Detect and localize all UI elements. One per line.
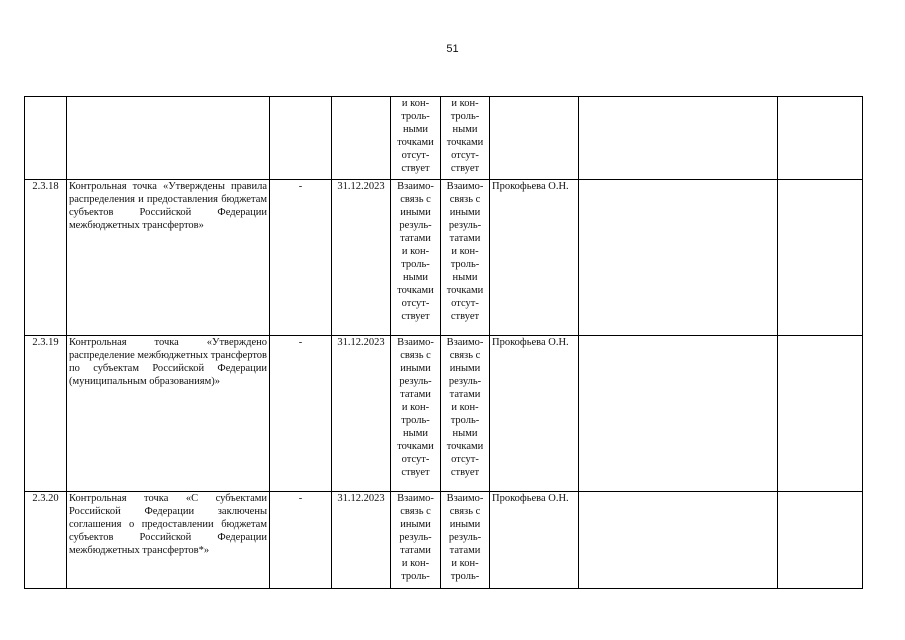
text-line: троль- xyxy=(450,571,480,582)
text-line: Взаимо- xyxy=(397,181,434,192)
cell-date: 31.12.2023 xyxy=(332,336,391,492)
text-line: троль- xyxy=(450,415,480,426)
text-line: троль- xyxy=(450,259,480,270)
cell-dash: - xyxy=(270,336,332,492)
cell-num: 2.3.20 xyxy=(25,492,67,589)
text-line: точками xyxy=(397,285,434,296)
text-line: связь с xyxy=(449,506,481,517)
text-line: иными xyxy=(400,363,431,374)
text-line: и кон- xyxy=(401,402,430,413)
text-line: резуль- xyxy=(448,532,482,543)
cell-responsible xyxy=(490,97,579,180)
cell-relation xyxy=(391,180,441,336)
table-row-continuation xyxy=(25,97,863,180)
cell-date: 31.12.2023 xyxy=(332,492,391,589)
text-line: ствует xyxy=(450,467,480,478)
text-line: точками xyxy=(397,137,434,148)
cell-name: Контрольная точка «Утверждены правила распределения и предоставления бюджетам субъектов Российской Федерации межбюджетных трансфертов» xyxy=(67,180,270,336)
text-line: и кон- xyxy=(401,558,430,569)
text-line: связь с xyxy=(400,506,431,517)
cell-responsible: Прокофьева О.Н. xyxy=(490,336,579,492)
text-line: точками xyxy=(446,441,484,452)
text-line: отсут- xyxy=(451,150,479,161)
text-line: татами xyxy=(449,233,481,244)
cell-dash: - xyxy=(270,180,332,336)
text-line: и кон- xyxy=(451,98,479,109)
text-line: отсут- xyxy=(451,454,479,465)
cell-relation xyxy=(391,492,441,589)
text-line: точками xyxy=(446,285,484,296)
text-line: резуль- xyxy=(399,532,432,543)
cell-date xyxy=(332,97,391,180)
cell-empty-2 xyxy=(778,180,863,336)
text-line: Взаимо- xyxy=(446,337,484,348)
text-line: и кон- xyxy=(451,558,479,569)
cell-num xyxy=(25,97,67,180)
text-line: точками xyxy=(446,137,484,148)
text-line: резуль- xyxy=(399,220,432,231)
cell-empty-1 xyxy=(579,180,778,336)
text-line: ствует xyxy=(401,467,430,478)
text-line: резуль- xyxy=(448,220,482,231)
text-line: иными xyxy=(449,519,481,530)
text-line: Взаимо- xyxy=(397,337,434,348)
text-line: точками xyxy=(397,441,434,452)
text-line: и кон- xyxy=(451,246,479,257)
text-line: и кон- xyxy=(401,246,430,257)
text-line: и кон- xyxy=(451,402,479,413)
page-number: 51 xyxy=(446,43,459,55)
cell-responsible: Прокофьева О.Н. xyxy=(490,180,579,336)
cell-relation-2 xyxy=(441,180,490,336)
text-line: троль- xyxy=(401,259,430,270)
text-line: связь с xyxy=(449,194,481,205)
text-line: ными xyxy=(403,428,428,439)
text-line: связь с xyxy=(400,350,431,361)
text-line: отсут- xyxy=(401,150,430,161)
text-line: татами xyxy=(449,545,481,556)
cell-empty-2 xyxy=(778,336,863,492)
text-line: татами xyxy=(400,233,431,244)
table-row-2-3-19 xyxy=(25,336,863,492)
text-line: ствует xyxy=(401,311,430,322)
text-line: ствует xyxy=(401,163,430,174)
text-line: отсут- xyxy=(451,298,479,309)
text-line: резуль- xyxy=(399,376,432,387)
cell-empty-1 xyxy=(579,97,778,180)
cell-relation-2 xyxy=(441,336,490,492)
text-line: троль- xyxy=(450,111,480,122)
text-line: отсут- xyxy=(401,298,430,309)
cell-name: Контрольная точка «Утверждено распределение межбюджетных трансфертов по субъектам Российской Федерации (муниципальным образованиям)» xyxy=(67,336,270,492)
text-line: Взаимо- xyxy=(446,493,484,504)
text-line: татами xyxy=(449,389,481,400)
cell-relation-2 xyxy=(441,97,490,180)
text-line: Взаимо- xyxy=(397,493,434,504)
text-line: отсут- xyxy=(401,454,430,465)
table-row-2-3-18 xyxy=(25,180,863,336)
text-line: ствует xyxy=(450,311,480,322)
cell-dash xyxy=(270,97,332,180)
cell-empty-2 xyxy=(778,97,863,180)
cell-relation-2 xyxy=(441,492,490,589)
text-line: троль- xyxy=(401,415,430,426)
text-line: связь с xyxy=(449,350,481,361)
cell-name: Контрольная точка «С субъектами Российской Федерации заключены соглашения о предоставлении бюджетам субъектов Российской Федерации межбюджетных трансфертов*» xyxy=(67,492,270,589)
control-points-table xyxy=(24,96,863,589)
cell-num: 2.3.18 xyxy=(25,180,67,336)
text-line: троль- xyxy=(401,571,430,582)
cell-num: 2.3.19 xyxy=(25,336,67,492)
cell-responsible: Прокофьева О.Н. xyxy=(490,492,579,589)
cell-relation xyxy=(391,336,441,492)
text-line: иными xyxy=(449,363,481,374)
text-line: иными xyxy=(400,519,431,530)
text-line: ствует xyxy=(450,163,480,174)
cell-relation xyxy=(391,97,441,180)
text-line: ными xyxy=(403,272,428,283)
text-line: ными xyxy=(452,124,478,135)
text-line: ными xyxy=(452,272,478,283)
text-line: ными xyxy=(452,428,478,439)
text-line: ными xyxy=(403,124,428,135)
cell-name xyxy=(67,97,270,180)
text-line: Взаимо- xyxy=(446,181,484,192)
text-line: татами xyxy=(400,389,431,400)
text-line: иными xyxy=(449,207,481,218)
cell-dash: - xyxy=(270,492,332,589)
text-line: иными xyxy=(400,207,431,218)
cell-date: 31.12.2023 xyxy=(332,180,391,336)
cell-empty-1 xyxy=(579,336,778,492)
cell-empty-1 xyxy=(579,492,778,589)
text-line: троль- xyxy=(401,111,430,122)
cell-empty-2 xyxy=(778,492,863,589)
text-line: и кон- xyxy=(401,98,430,109)
table-row-2-3-20 xyxy=(25,492,863,589)
text-line: резуль- xyxy=(448,376,482,387)
text-line: связь с xyxy=(400,194,431,205)
text-line: татами xyxy=(400,545,431,556)
